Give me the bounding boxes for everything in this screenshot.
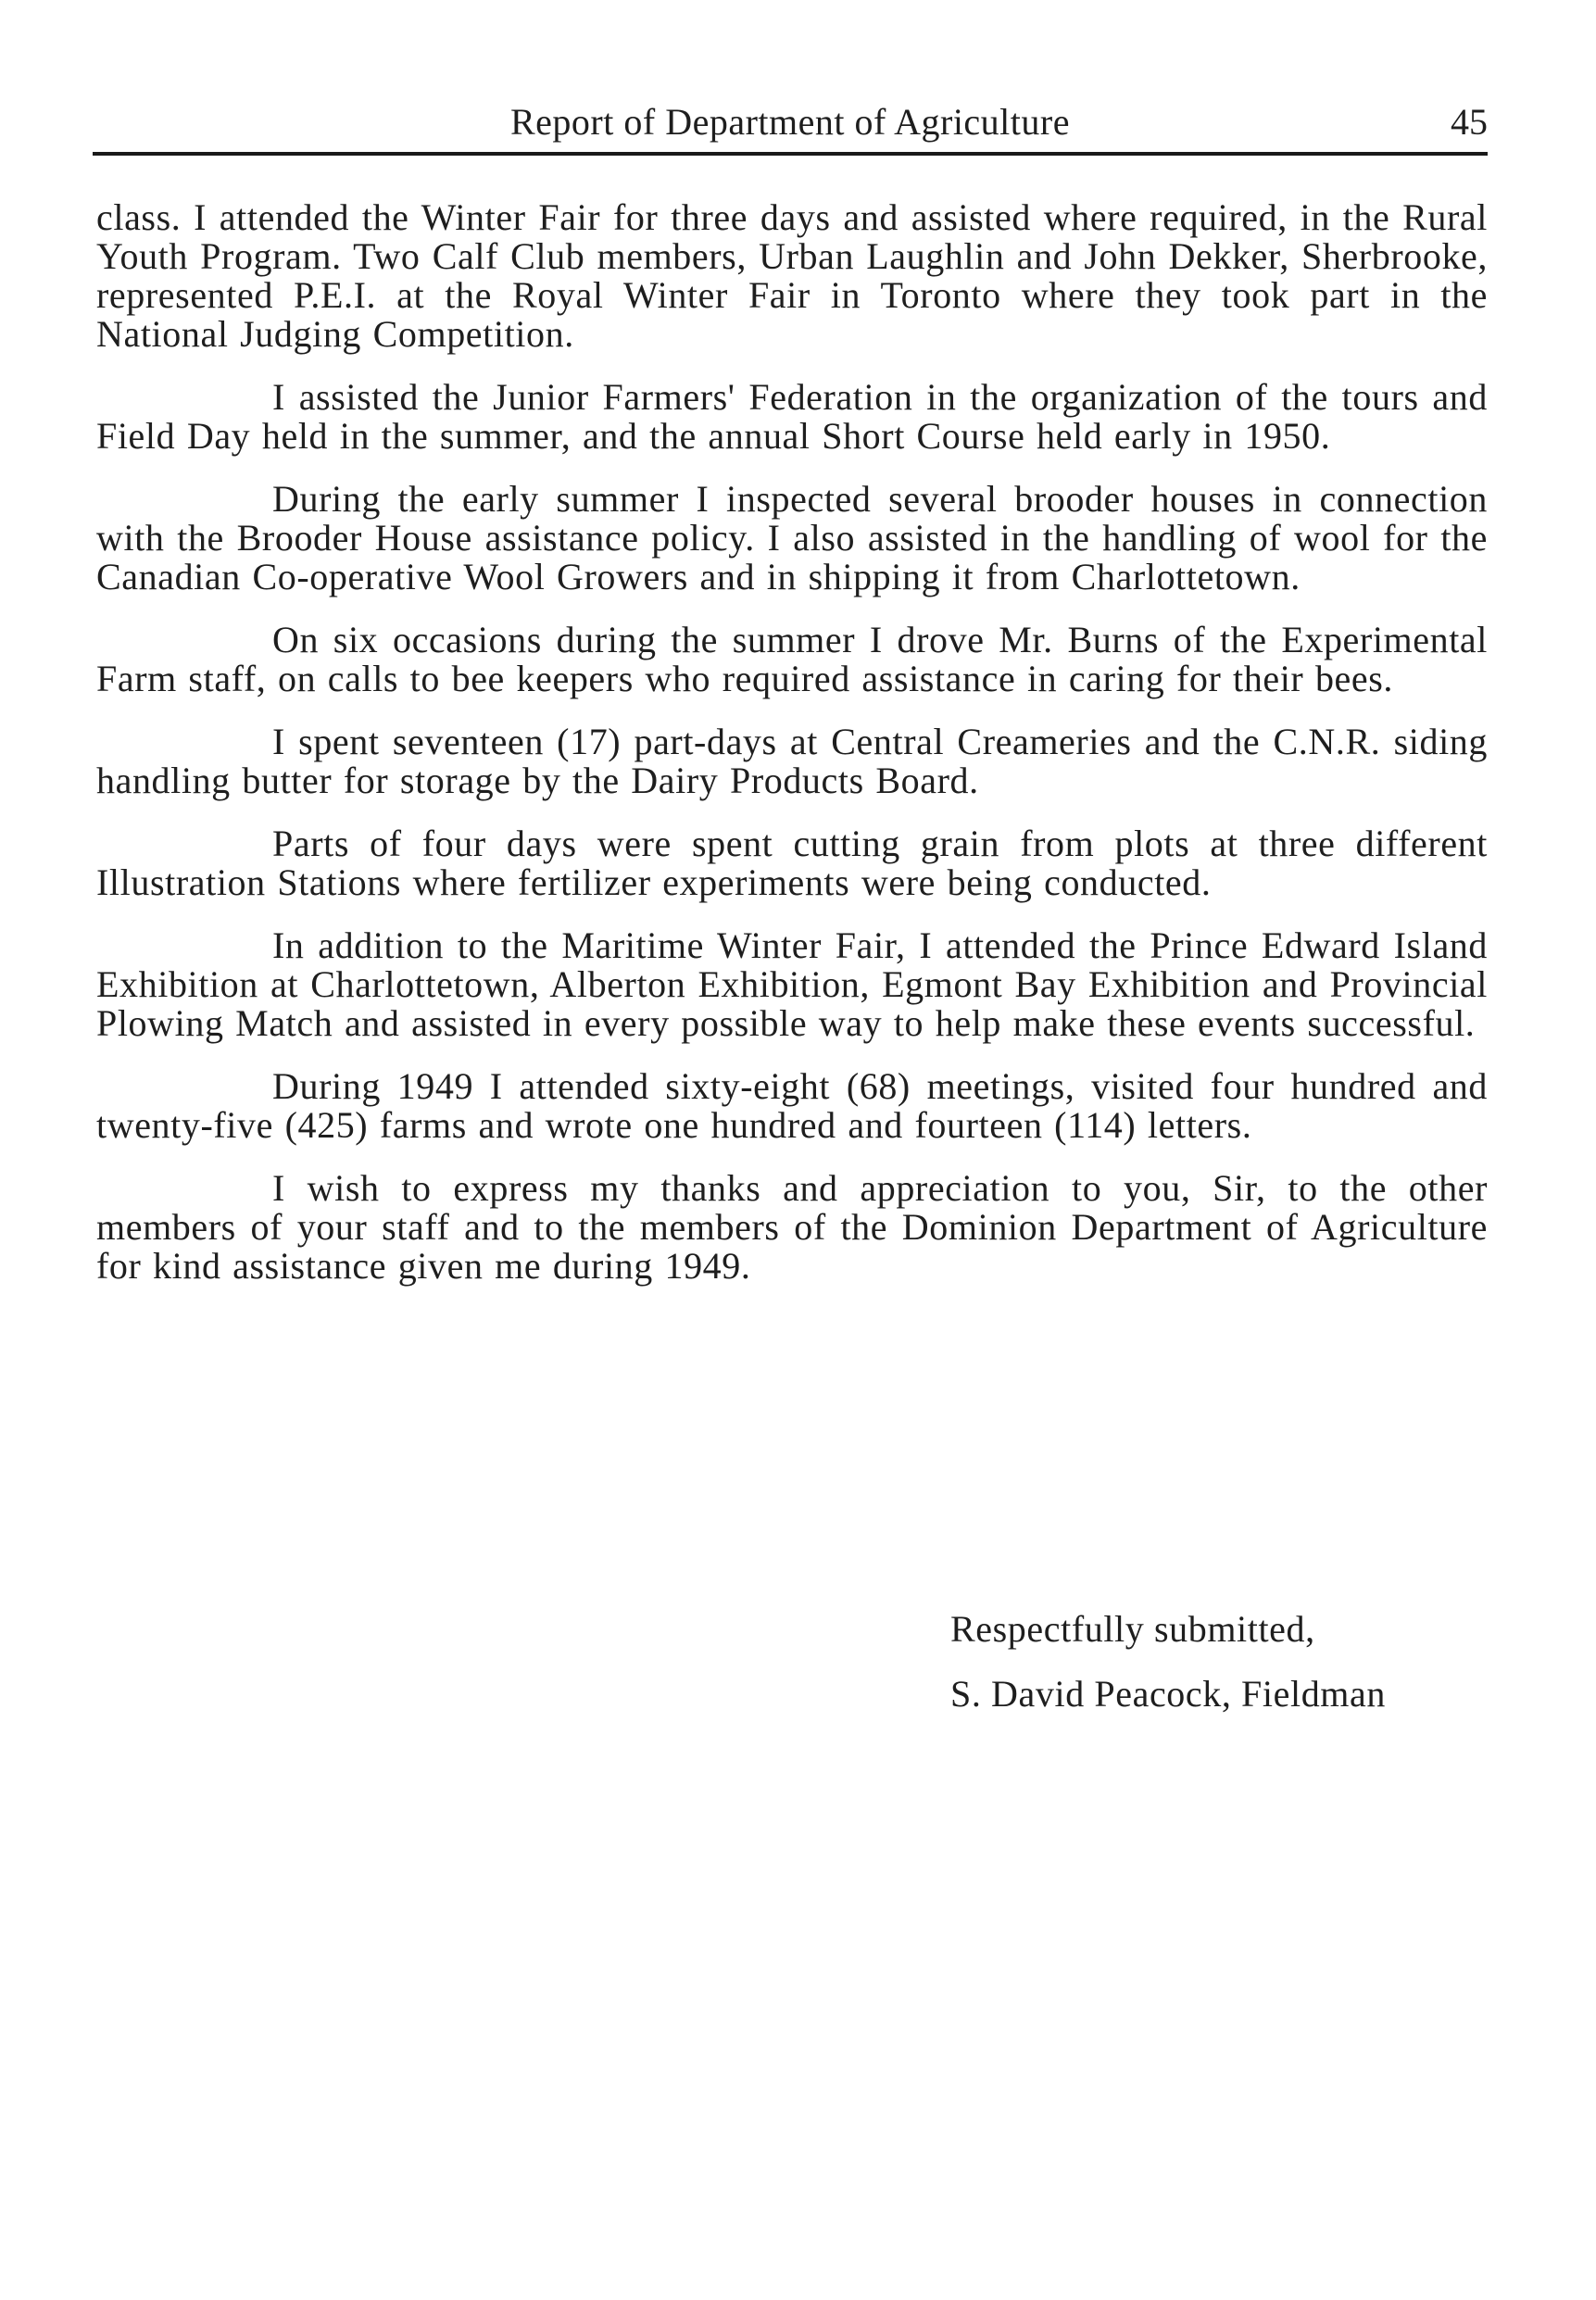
running-header	[93, 98, 1488, 146]
paragraph-continuation: class. I attended the Winter Fair for three days and assisted where required, in the Rural Youth Program. Two Calf Club members, Urban Laughlin and John Dekker, Sherbrooke, represented P.E.I. at the Royal Winter Fair in Toronto where they took part in the National Judging Competition.	[96, 196, 1488, 355]
salutation: Respectfully submitted,	[950, 1608, 1315, 1650]
running-title: Report of Department of Agriculture	[510, 101, 1070, 143]
body-text	[96, 198, 1488, 1310]
paragraph-creameries: I spent seventeen (17) part-days at Central Creameries and the C.N.R. siding handling butter for storage by the Dairy Products Board.	[96, 721, 1488, 801]
paragraph-bee-keepers: On six occasions during the summer I drove Mr. Burns of the Experimental Farm staff, on calls to bee keepers who required assistance in caring for their bees.	[96, 619, 1488, 699]
header-rule	[93, 152, 1488, 156]
paragraph-grain-plots: Parts of four days were spent cutting grain from plots at three different Illustration Stations where fertilizer experiments were being conducted.	[96, 823, 1488, 903]
closing-block	[950, 1610, 1386, 1740]
paragraph-brooder-houses: During the early summer I inspected several brooder houses in connection with the Brooder House assistance policy. I also assisted in the handling of wool for the Canadian Co-operative Wool Growers and in shipping it from Charlottetown.	[96, 478, 1488, 597]
signature: S. David Peacock, Fieldman	[950, 1673, 1386, 1715]
paragraph-meetings: During 1949 I attended sixty-eight (68) meetings, visited four hundred and twenty-five (425) farms and wrote one hundred and fourteen (114) letters.	[96, 1065, 1488, 1146]
paragraph-exhibitions: In addition to the Maritime Winter Fair, I attended the Prince Edward Island Exhibition at Charlottetown, Alberton Exhibition, Egmont Bay Exhibition and Provincial Plowing Match and assisted in every possible way to help make these events successful.	[96, 924, 1488, 1044]
page-number: 45	[1451, 101, 1488, 143]
paragraph-junior-farmers: I assisted the Junior Farmers' Federation in the organization of the tours and Field Day held in the summer, and the annual Short Course held early in 1950.	[96, 376, 1488, 457]
paragraph-thanks: I wish to express my thanks and appreciation to you, Sir, to the other members of your staff and to the members of the Dominion Department of Agriculture for kind assistance given me during 1949.	[96, 1167, 1488, 1287]
